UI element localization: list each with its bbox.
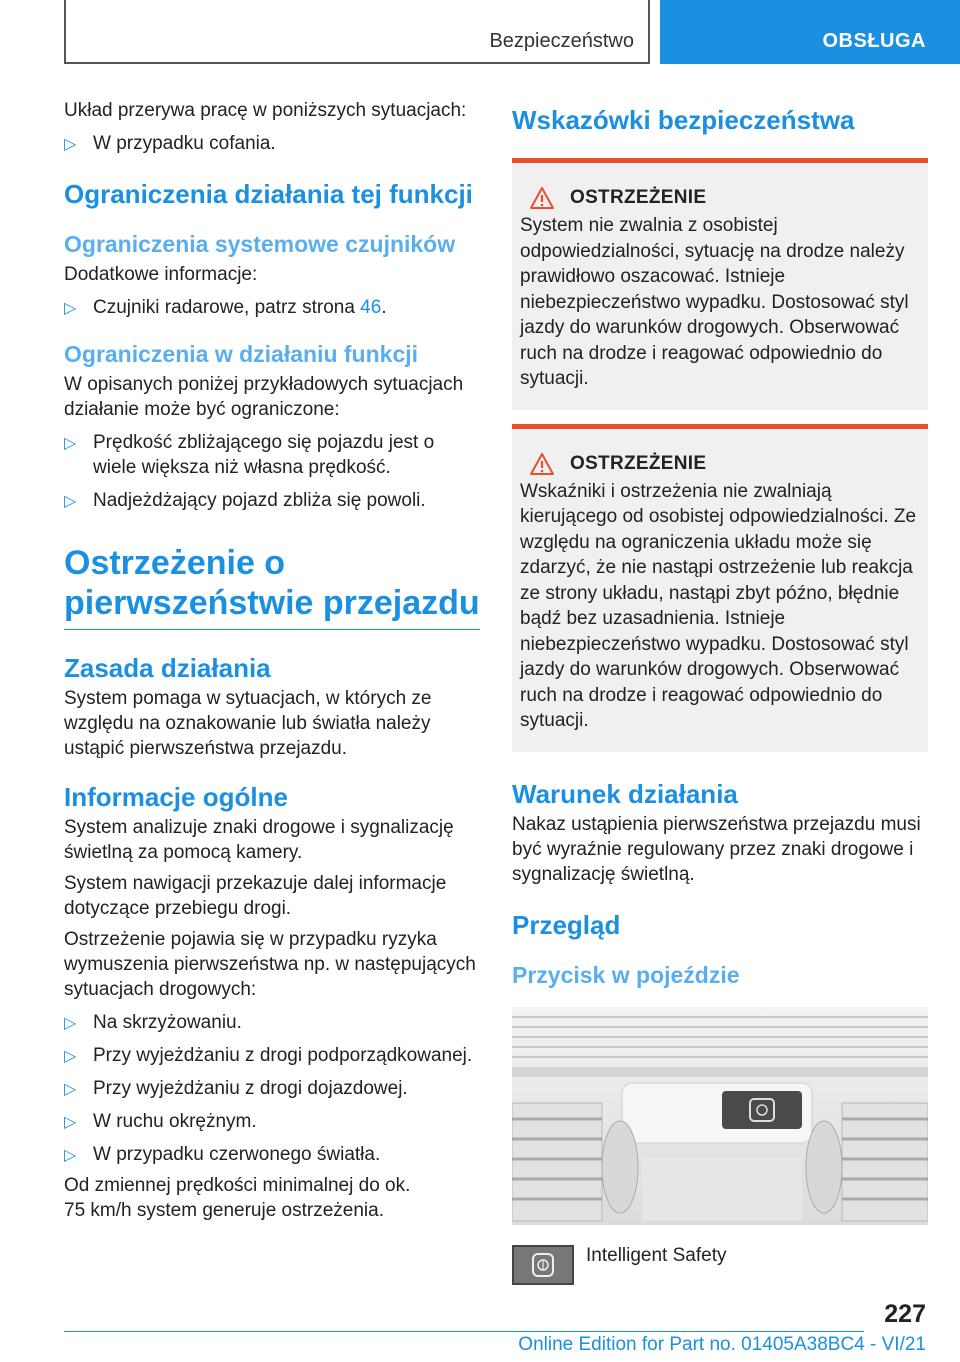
warning-title: OSTRZEŻENIE xyxy=(570,187,707,208)
heading-principle: Zasada działania xyxy=(64,653,271,683)
left-column xyxy=(64,98,480,1223)
function-limits-text: W opisanych poniżej przykładowych sytuacjach działanie może być ograniczone: xyxy=(64,374,464,420)
intelligent-safety-icon xyxy=(512,1245,574,1285)
warning-title: OSTRZEŻENIE xyxy=(570,452,707,474)
heading-button: Przycisk w pojeździe xyxy=(512,961,740,988)
heading-condition: Warunek działania xyxy=(512,778,738,809)
general-text-3: Ostrzeżenie pojawia się w przypadku ryzyka wymuszenia pierwszeństwa np. w następujących sytuacjach drogowych: xyxy=(64,929,476,1000)
intro-text: Układ przerywa pracę w poniższych sytuacjach: xyxy=(64,100,467,121)
principle-text: System pomaga w sytuacjach, w których ze względu na oznakowanie lub światła należy ustąpić pierwszeństwa przejazdu. xyxy=(64,688,432,759)
warning-triangle-icon xyxy=(530,187,554,209)
situations-bullets xyxy=(64,1010,480,1167)
heading-limits: Ograniczenia działania tej funkcji xyxy=(64,179,473,209)
warning-text: System nie zwalnia z osobistej odpowiedzialności, sytuację na drodze należy prawidłowo oszacować. Istnieje niebezpieczeństwo wypadku. Dostosować styl jazdy do warunków drogowych. Obserwować ruch na drodze i reagować odpowiednio do sytuacji. xyxy=(520,215,909,389)
speed-text: Od zmiennej prędkości minimalnej do ok. 75 km/h system generuje ostrzeżenia. xyxy=(64,1175,411,1221)
general-text-2: System nawigacji przekazuje dalej informacje dotyczące przebiegu drogi. xyxy=(64,873,447,919)
header-section-title: Bezpieczeństwo xyxy=(489,30,634,52)
triangle-right-outline-icon: ▷ xyxy=(64,435,77,452)
header-section-tab xyxy=(64,0,650,64)
warning-title-row xyxy=(530,453,920,475)
dashboard-illustration xyxy=(512,1007,928,1225)
warning-box-1 xyxy=(512,158,928,410)
general-text-1: System analizuje znaki drogowe i sygnalizację świetlną za pomocą kamery. xyxy=(64,817,454,863)
sensor-bullets xyxy=(64,295,480,320)
list-item: ▷ Na skrzyżowaniu. xyxy=(64,1010,480,1035)
footer-rule xyxy=(64,1331,864,1332)
heading-general: Informacje ogólne xyxy=(64,782,288,812)
list-item: ▷ Czujniki radarowe, patrz strona 46. xyxy=(64,295,480,320)
triangle-right-outline-icon: ▷ xyxy=(64,300,77,317)
heading-sensor-limits: Ograniczenia systemowe czujników xyxy=(64,231,456,257)
triangle-right-outline-icon: ▷ xyxy=(64,1114,77,1131)
triangle-right-outline-icon: ▷ xyxy=(64,1048,77,1065)
list-item: ▷ Przy wyjeżdżaniu z drogi dojazdowej. xyxy=(64,1076,480,1101)
triangle-right-outline-icon: ▷ xyxy=(64,1081,77,1098)
triangle-right-outline-icon: ▷ xyxy=(64,136,77,153)
page-reference-link[interactable]: 46 xyxy=(360,297,382,318)
list-item: ▷ W ruchu okrężnym. xyxy=(64,1109,480,1134)
button-label: Intelligent Safety xyxy=(586,1244,727,1266)
main-heading: Ostrzeżenie o pierwszeństwie przejazdu xyxy=(64,544,480,622)
triangle-right-outline-icon: ▷ xyxy=(64,1015,77,1032)
vehicle-button-photo xyxy=(512,1007,928,1225)
list-item: ▷ Prędkość zbliżającego się pojazdu jest o wiele większa niż własna prędkość. xyxy=(64,432,435,478)
heading-overview: Przegląd xyxy=(512,909,621,940)
intro-bullets xyxy=(64,131,480,156)
footer-edition: Online Edition for Part no. 01405A38BC4 - VI/21 xyxy=(518,1334,926,1355)
function-limits-bullets xyxy=(64,430,480,513)
condition-text: Nakaz ustąpienia pierwszeństwa przejazdu musi być wyraźnie regulowany przez znaki drogowe i sygnalizację świetlną. xyxy=(512,813,921,885)
warning-title-row xyxy=(530,187,920,209)
warning-text: Wskaźniki i ostrzeżenia nie zwalniają kierującego od osobistej odpowiedzialności. Ze względu na ograniczenia układu może się zdarzyć, że nie nastąpi ostrzeżenie lub reakcja ze strony układu, nastąpi zbyt późno, błędnie bądź bez uzasadnienia. Istnieje niebezpieczeństwo wypadku. Dostosować styl jazdy do warunków drogowych. Obserwować ruch na drodze i reagować odpowiednio do sytuacji. xyxy=(520,480,917,731)
triangle-right-outline-icon: ▷ xyxy=(64,493,77,510)
list-item: ▷ Nadjeżdżający pojazd zbliża się powoli. xyxy=(64,488,480,513)
warning-box-2 xyxy=(512,424,928,752)
list-item: ▷ W przypadku czerwonego światła. xyxy=(64,1142,480,1167)
header-chapter-title: OBSŁUGA xyxy=(822,30,926,52)
page-number: 227 xyxy=(884,1300,926,1328)
heading-function-limits: Ograniczenia w działaniu funkcji xyxy=(64,341,419,367)
button-legend-row xyxy=(512,1245,928,1285)
list-item: ▷ Przy wyjeżdżaniu z drogi podporządkowanej. xyxy=(64,1043,480,1068)
additional-info-text: Dodatkowe informacje: xyxy=(64,264,258,285)
warning-triangle-icon xyxy=(530,453,554,475)
main-heading-wrapper xyxy=(64,543,480,630)
heading-safety: Wskazówki bezpieczeństwa xyxy=(512,105,855,135)
triangle-right-outline-icon: ▷ xyxy=(64,1147,77,1164)
list-item: ▷ W przypadku cofania. xyxy=(64,131,480,156)
right-column xyxy=(512,98,928,1285)
header-chapter-tab xyxy=(660,0,960,64)
